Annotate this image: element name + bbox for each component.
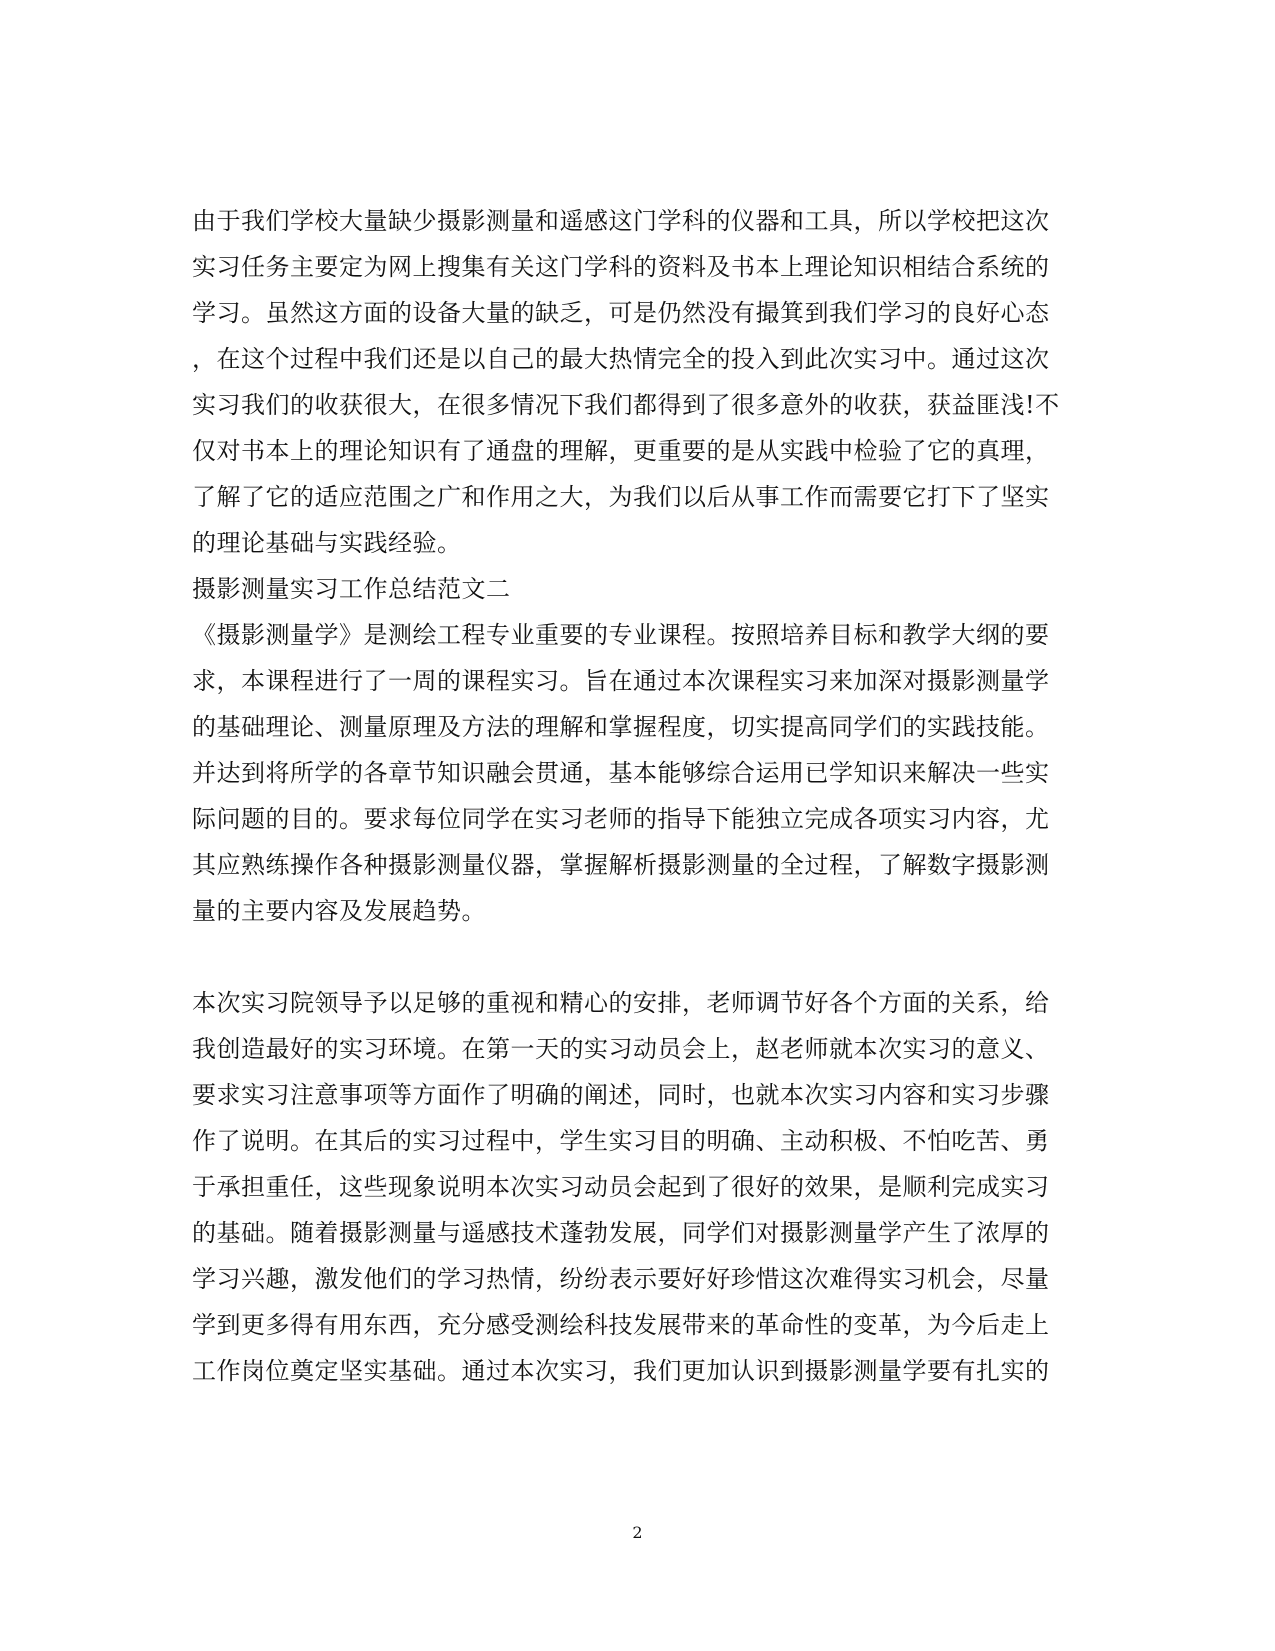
text-line: 的理论基础与实践经验。: [192, 529, 462, 557]
text-line: 的基础理论、测量原理及方法的理解和掌握程度，切实提高同学们的实践技能。: [192, 713, 1050, 741]
text-line: 其应熟练操作各种摄影测量仪器，掌握解析摄影测量的全过程，了解数字摄影测: [192, 851, 1050, 879]
text-line: 学习兴趣，激发他们的学习热情，纷纷表示要好好珍惜这次难得实习机会，尽量: [192, 1265, 1050, 1293]
text-line: 的基础。随着摄影测量与遥感技术蓬勃发展，同学们对摄影测量学产生了浓厚的: [192, 1219, 1050, 1247]
text-line: 学到更多得有用东西，充分感受测绘科技发展带来的革命性的变革，为今后走上: [192, 1311, 1050, 1339]
text-line: 际问题的目的。要求每位同学在实习老师的指导下能独立完成各项实习内容，尤: [192, 805, 1050, 833]
text-line: 作了说明。在其后的实习过程中，学生实习目的明确、主动积极、不怕吃苦、勇: [192, 1127, 1050, 1155]
text-line: 于承担重任，这些现象说明本次实习动员会起到了很好的效果，是顺利完成实习: [192, 1173, 1050, 1201]
text-line: 求，本课程进行了一周的课程实习。旨在通过本次课程实习来加深对摄影测量学: [192, 667, 1050, 695]
text-line: 本次实习院领导予以足够的重视和精心的安排，老师调节好各个方面的关系，给: [192, 989, 1050, 1017]
text-line: 了解了它的适应范围之广和作用之大，为我们以后从事工作而需要它打下了坚实: [192, 483, 1050, 511]
text-line: 由于我们学校大量缺少摄影测量和遥感这门学科的仪器和工具，所以学校把这次: [192, 207, 1050, 235]
section-heading: 摄影测量实习工作总结范文二: [192, 575, 511, 603]
text-line: 实习我们的收获很大，在很多情况下我们都得到了很多意外的收获，获益匪浅!不: [192, 391, 1060, 419]
text-line: 要求实习注意事项等方面作了明确的阐述，同时，也就本次实习内容和实习步骤: [192, 1081, 1050, 1109]
text-line: 学习。虽然这方面的设备大量的缺乏，可是仍然没有撮箕到我们学习的良好心态: [192, 299, 1050, 327]
page-number: 2: [632, 1523, 643, 1542]
text-line: 工作岗位奠定坚实基础。通过本次实习，我们更加认识到摄影测量学要有扎实的: [192, 1357, 1050, 1385]
text-line: 并达到将所学的各章节知识融会贯通，基本能够综合运用已学知识来解决一些实: [192, 759, 1050, 787]
text-line: 仅对书本上的理论知识有了通盘的理解，更重要的是从实践中检验了它的真理，: [192, 437, 1050, 465]
text-line: 我创造最好的实习环境。在第一天的实习动员会上，赵老师就本次实习的意义、: [192, 1035, 1050, 1063]
text-line: 《摄影测量学》是测绘工程专业重要的专业课程。按照培养目标和教学大纲的要: [192, 621, 1050, 649]
text-line: 实习任务主要定为网上搜集有关这门学科的资料及书本上理论知识相结合系统的: [192, 253, 1050, 281]
text-line: ，在这个过程中我们还是以自己的最大热情完全的投入到此次实习中。通过这次: [192, 345, 1050, 373]
text-line: 量的主要内容及发展趋势。: [192, 897, 486, 925]
